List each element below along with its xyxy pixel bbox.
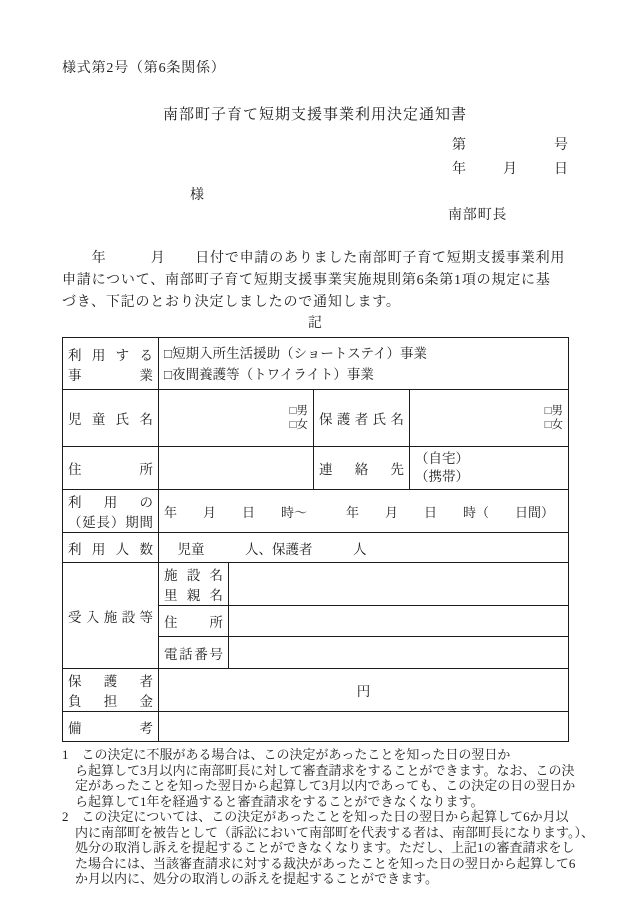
fee-label: 保護者 負担金: [63, 669, 159, 712]
child-name-label: 児童氏名: [63, 390, 159, 447]
period-label: 利用の （延長）期間: [63, 490, 159, 533]
service-options-cell: [159, 338, 569, 390]
table-row-names: [63, 390, 569, 447]
table-row-address: [63, 447, 569, 490]
contact-home-line: （自宅）: [415, 451, 469, 466]
male-checkbox: □男: [544, 405, 564, 417]
document-number-line: 第 号: [452, 138, 568, 153]
body-line: づき、下記のとおり決定しましたので通知します。: [62, 295, 401, 310]
table-row-people: [63, 533, 569, 563]
facility-label: 受入施設等: [63, 563, 159, 669]
issuer-line: 南部町長: [448, 208, 508, 223]
service-type-label: [63, 338, 159, 390]
remarks-label: 備考: [63, 712, 159, 742]
people-count-field: 児童 人、保護者 人: [159, 533, 569, 563]
female-checkbox: □女: [289, 419, 308, 431]
document-title: 南部町子育て短期支援事業利用決定通知書: [162, 107, 467, 123]
table-row-fee: [63, 669, 569, 712]
header-right-block: [452, 134, 568, 182]
address-field: [159, 447, 314, 490]
table-row-remarks: [63, 712, 569, 742]
body-paragraph: [62, 248, 568, 314]
contact-mobile-line: （携帯）: [415, 469, 469, 484]
male-checkbox: □男: [289, 405, 308, 417]
facility-address-label: 住所: [159, 606, 229, 637]
footnotes: [62, 747, 594, 887]
people-count-label: 利用人数: [63, 533, 159, 563]
guardian-name-field: [410, 390, 569, 447]
form-number: 様式第2号（第6条関係）: [62, 61, 226, 76]
table-row-service: [63, 338, 569, 390]
facility-phone-field: [229, 637, 569, 669]
contact-field: [410, 447, 569, 490]
contact-label: 連絡先: [314, 447, 410, 490]
shortstay-checkbox-option: □短期入所生活援助（ショートステイ）事業: [164, 345, 428, 361]
body-line: 年 月 日付で申請のありました南部町子育て短期支援事業利用: [62, 251, 566, 266]
fee-field: 円: [159, 669, 569, 712]
ki-heading: 記: [308, 316, 322, 331]
table-row-period: [63, 490, 569, 533]
facility-name-label: 施設名 里親名: [159, 563, 229, 606]
service-label-line: 利用する: [68, 347, 153, 363]
facility-name-field: [229, 563, 569, 606]
table-row-facility-name: [63, 563, 569, 606]
date-line: 年 月 日: [452, 162, 568, 177]
footnote-2: 2 この決定については、この決定があったことを知った日の翌日から起算して6か月以 内に南部町を被告として（訴訟において南部町を代表する者は、南部町長になります。）、 処分の取消し訴えを提起することができなくなります。ただし、上記1の審査請求をし た場合には、当該審査請求に対する裁決があったことを知った日の翌日から起算して6 か月以内に、処分の取消しの訴えを提起することができます。: [62, 809, 594, 886]
service-label-line: 事業: [68, 367, 153, 383]
addressee-line: 様: [190, 188, 204, 203]
guardian-name-label: 保護者氏名: [314, 390, 410, 447]
decision-table: [62, 337, 569, 742]
facility-address-field: [229, 606, 569, 637]
remarks-field: [159, 712, 569, 742]
address-label: 住所: [63, 447, 159, 490]
twilight-checkbox-option: □夜間養護等（トワイライト）事業: [164, 366, 374, 382]
child-name-field: [159, 390, 314, 447]
body-line: 申請について、南部町子育て短期支援事業実施規則第6条第1項の規定に基: [62, 273, 551, 288]
footnote-1: 1 この決定に不服がある場合は、この決定があったことを知った日の翌日か ら起算して3月以内に南部町長に対して審査請求をすることができます。なお、この決 定があったことを知った翌日から起算して3月以内であっても、この決定の日の翌日か ら起算して1年を経過すると審査請求をすることができなくなります。: [62, 747, 576, 809]
facility-phone-label: 電話番号: [159, 637, 229, 669]
period-field: 年 月 日 時～ 年 月 日 時（ 日間）: [159, 490, 569, 533]
female-checkbox: □女: [544, 419, 564, 431]
